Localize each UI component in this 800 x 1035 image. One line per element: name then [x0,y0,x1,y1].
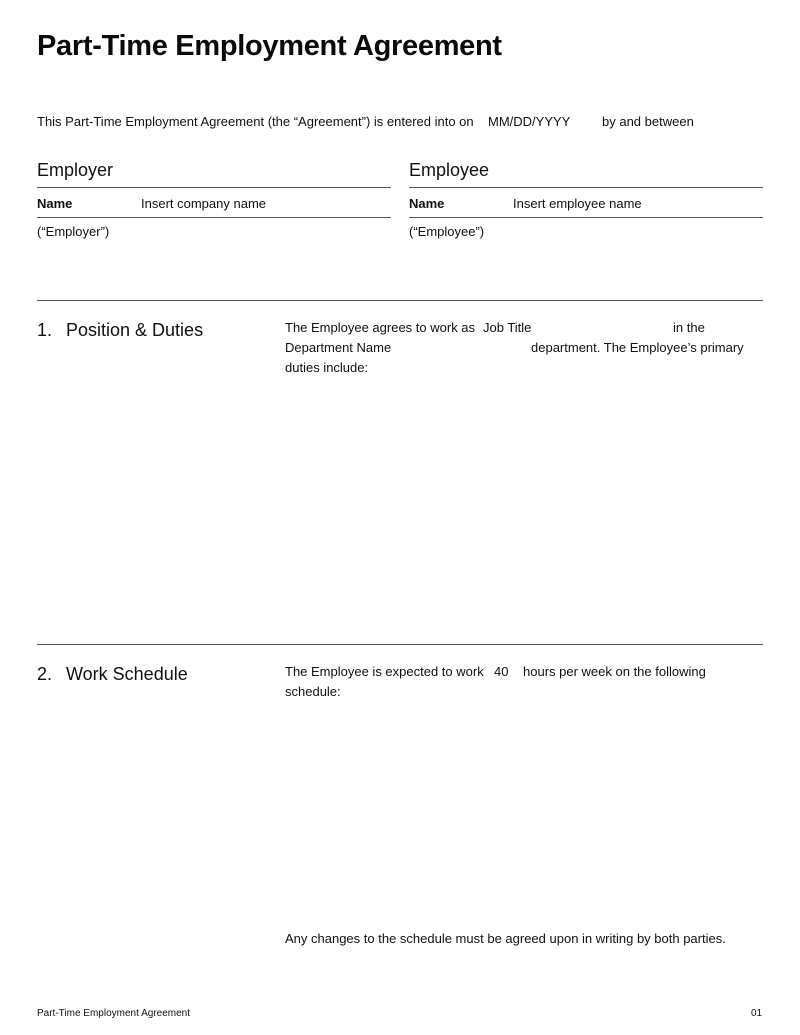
agreement-date-field[interactable]: MM/DD/YYYY [488,114,571,129]
employee-name-label: Name [409,196,445,211]
footer-doc-name: Part-Time Employment Agreement [37,1008,191,1019]
section-2-title: Work Schedule [66,664,188,684]
employer-name-label: Name [37,196,73,211]
employer-role-label: (“Employer”) [37,224,110,239]
employer-name-field[interactable]: Insert company name [141,196,267,211]
employee-heading-divider [409,187,763,188]
section-2-line2: schedule: [285,684,341,699]
employer-name-divider [37,217,391,218]
employer-heading: Employer [37,160,114,180]
employee-name-divider [409,217,763,218]
section-2-divider [37,644,763,645]
section-1-line1: The Employee agrees to work as [285,320,476,335]
section-2-line1-end: hours per week on the following [523,664,706,679]
section-1-divider [37,300,763,301]
job-title-field[interactable]: Job Title [483,320,532,335]
employee-role-label: (“Employee”) [409,224,485,239]
hours-per-week-field[interactable]: 40 [494,664,509,679]
section-2-closing: Any changes to the schedule must be agreed upon in writing by both parties. [285,931,726,946]
section-1-number: 1. [37,320,53,340]
section-1-line2: department. The Employee’s primary [531,340,744,355]
section-1-line3: duties include: [285,360,369,375]
section-1-line1-end: in the [673,320,705,335]
department-name-field[interactable]: Department Name [285,340,392,355]
intro-text-end: by and between [602,114,694,129]
section-2-number: 2. [37,664,53,684]
section-2-line1: The Employee is expected to work [285,664,484,679]
employer-heading-divider [37,187,391,188]
footer-page-number: 01 [751,1008,763,1019]
employee-name-field[interactable]: Insert employee name [513,196,642,211]
intro-text: This Part-Time Employment Agreement (the “Agreement”) is entered into on [37,114,474,129]
section-1-title: Position & Duties [66,320,204,340]
employee-heading: Employee [409,160,490,180]
page-title: Part-Time Employment Agreement [37,30,502,62]
